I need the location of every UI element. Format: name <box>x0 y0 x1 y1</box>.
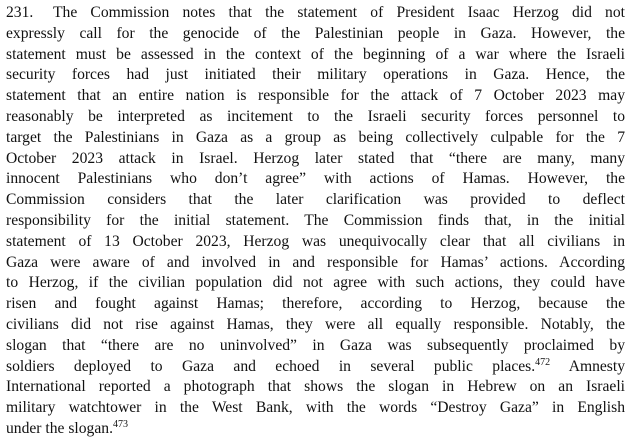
paragraph-line: statement of 13 October 2023, Herzog was unequivocally clear that all civilians in <box>6 232 625 250</box>
paragraph-line: International reported a photograph that shows the slogan in Hebrew on an Israeli <box>6 378 625 396</box>
paragraph-line: statement that an entire nation is responsible for the attack of 7 October 2023 may <box>6 87 625 105</box>
paragraph-line: civilians did not rise against Hamas, they were all equally responsible. Notably, the <box>6 315 625 333</box>
paragraph-line: military watchtower in the West Bank, with the words “Destroy Gaza” in English <box>6 399 625 417</box>
paragraph-line <box>6 3 625 24</box>
line-text: soldiers deployed to Gaza and echoed in several public places. <box>6 357 536 375</box>
paragraph-line: slogan that “there are no uninvolved” in Gaza was subsequently proclaimed by <box>6 336 625 354</box>
footnote-ref-472[interactable]: 472 <box>535 356 551 368</box>
paragraph-line: Gaza were aware of and involved in and responsible for Hamas’ actions. According <box>6 253 625 271</box>
paragraph-line: expressly call for the genocide of the Palestinian people in Gaza. However, the <box>6 24 625 42</box>
paragraph-line: reasonably be interpreted as incitement to the Israeli security forces personnel to <box>6 107 625 125</box>
paragraph-line <box>6 357 625 378</box>
paragraph-line: innocent Palestinians who don’t agree” with actions of Hamas. However, the <box>6 170 625 188</box>
paragraph-number: 231. <box>6 4 34 21</box>
paragraph-231 <box>6 3 625 440</box>
line-text: Amnesty <box>568 357 626 375</box>
footnote-ref-473[interactable]: 473 <box>112 418 128 430</box>
line-text: The Commission notes that the statement of President Isaac Herzog did not <box>53 4 625 21</box>
paragraph-line: target the Palestinians in Gaza as a group as being collectively culpable for the 7 <box>6 128 625 146</box>
document-page <box>6 3 625 440</box>
paragraph-line <box>6 419 625 440</box>
paragraph-line: risen and fought against Hamas; therefore, according to Herzog, because the <box>6 295 625 313</box>
paragraph-line: to Herzog, if the civilian population did not agree with such actions, they could have <box>6 274 625 292</box>
paragraph-line: security forces had just initiated their military operations in Gaza. Hence, the <box>6 66 625 84</box>
paragraph-line: Commission considers that the later clarification was provided to deflect <box>6 191 625 209</box>
paragraph-line: October 2023 attack in Israel. Herzog later stated that “there are many, many <box>6 149 625 167</box>
line-text: under the slogan. <box>6 419 113 437</box>
paragraph-line: responsibility for the initial statement. The Commission finds that, in the initial <box>6 211 625 229</box>
paragraph-line: statement must be assessed in the context of the beginning of a war where the Israeli <box>6 45 625 63</box>
